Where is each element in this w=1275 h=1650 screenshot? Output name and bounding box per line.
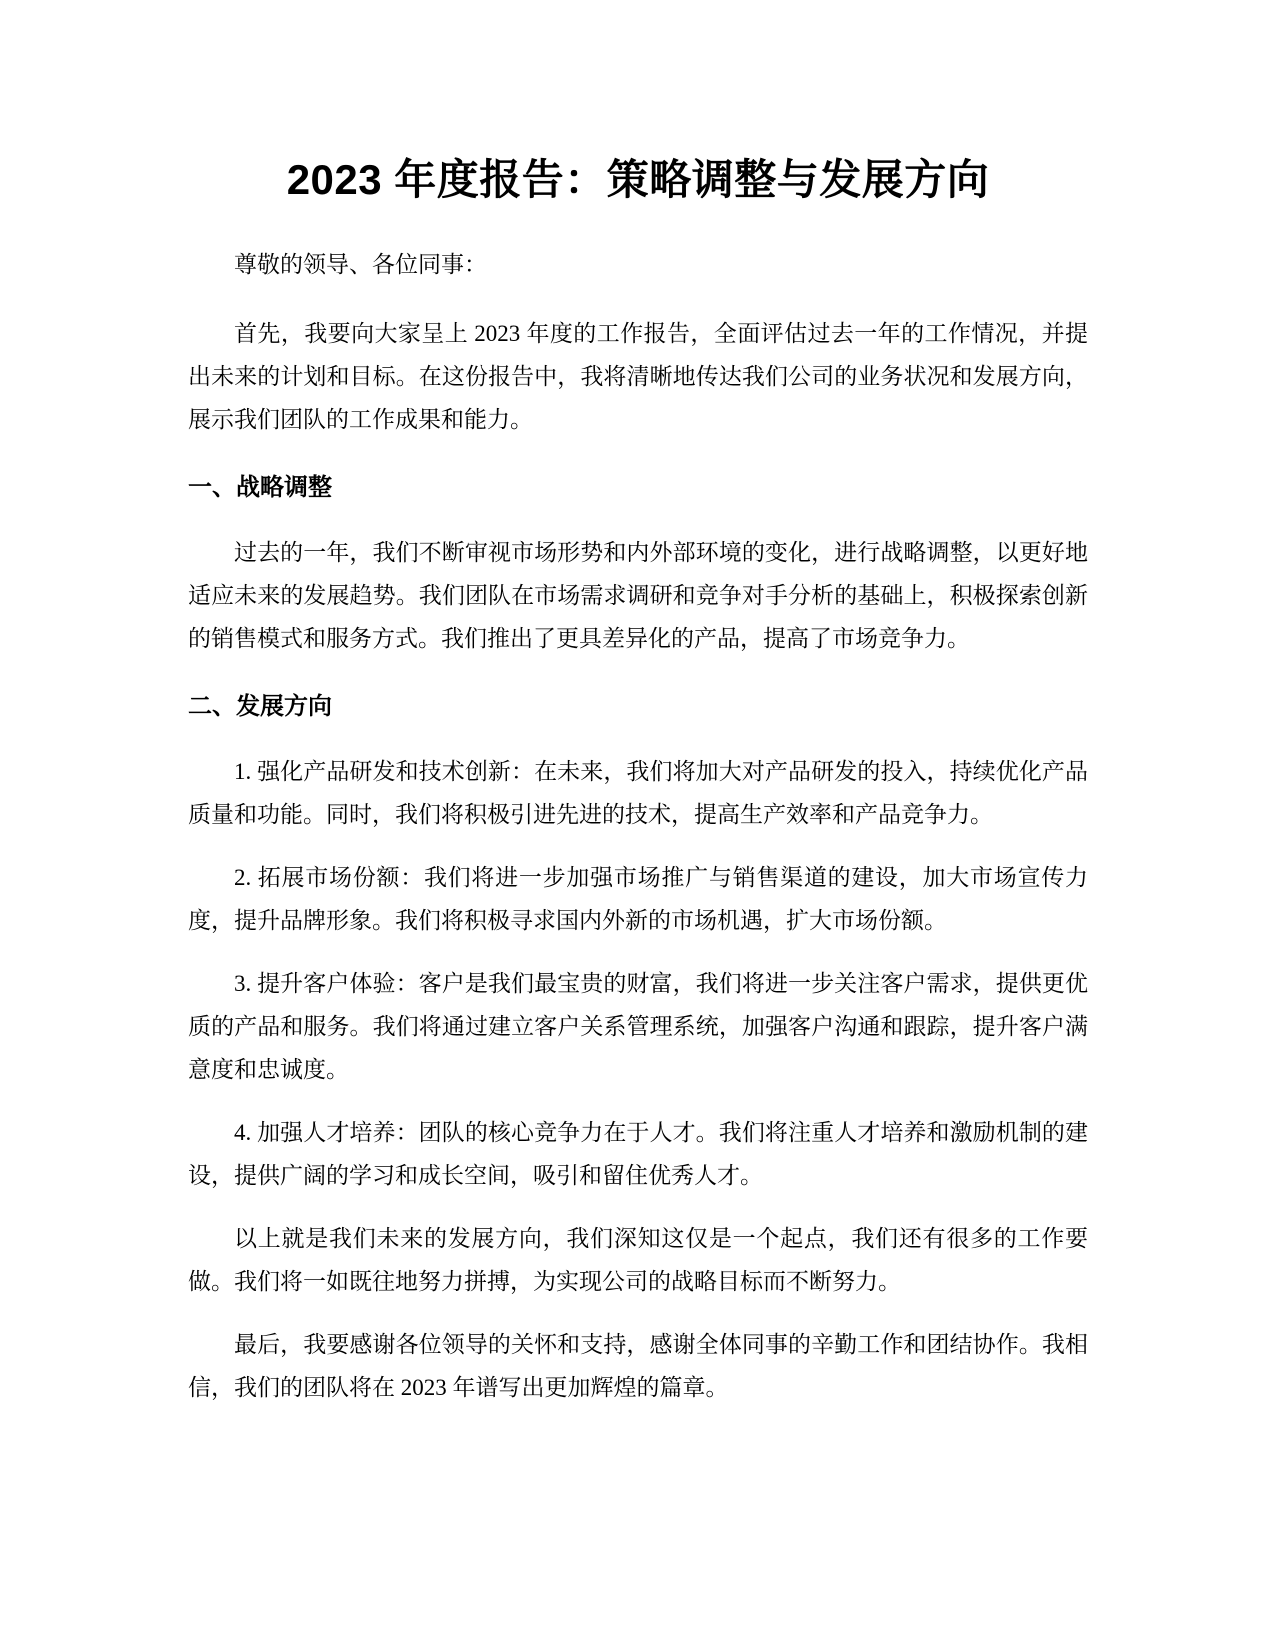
direction-item-market: 2. 拓展市场份额：我们将进一步加强市场推广与销售渠道的建设，加大市场宣传力度，提升品牌形象。我们将积极寻求国内外新的市场机遇，扩大市场份额。 bbox=[188, 865, 1088, 933]
future-paragraph: 以上就是我们未来的发展方向，我们深知这仅是一个起点，我们还有很多的工作要做。我们将一如既往地努力拼搏，为实现公司的战略目标而不断努力。 bbox=[188, 1226, 1088, 1294]
document-title: 2023 年度报告：策略调整与发展方向 bbox=[286, 156, 990, 203]
direction-item-rnd: 1. 强化产品研发和技术创新：在未来，我们将加大对产品研发的投入，持续优化产品质量和功能。同时，我们将积极引进先进的技术，提高生产效率和产品竞争力。 bbox=[188, 759, 1088, 827]
section-heading-direction: 二、发展方向 bbox=[188, 693, 332, 720]
strategy-paragraph: 过去的一年，我们不断审视市场形势和内外部环境的变化，进行战略调整，以更好地适应未来的发展趋势。我们团队在市场需求调研和竞争对手分析的基础上，积极探索创新的销售模式和服务方式。我们推出了更具差异化的产品，提高了市场竞争力。 bbox=[188, 540, 1088, 651]
closing-paragraph: 最后，我要感谢各位领导的关怀和支持，感谢全体同事的辛勤工作和团结协作。我相信，我们的团队将在 2023 年谱写出更加辉煌的篇章。 bbox=[188, 1332, 1088, 1400]
document-body bbox=[188, 148, 1088, 1409]
intro-paragraph: 首先，我要向大家呈上 2023 年度的工作报告，全面评估过去一年的工作情况，并提出未来的计划和目标。在这份报告中，我将清晰地传达我们公司的业务状况和发展方向，展示我们团队的工作成果和能力。 bbox=[188, 321, 1088, 432]
greeting-line: 尊敬的领导、各位同事： bbox=[234, 252, 487, 277]
direction-item-customer: 3. 提升客户体验：客户是我们最宝贵的财富，我们将进一步关注客户需求，提供更优质的产品和服务。我们将通过建立客户关系管理系统，加强客户沟通和跟踪，提升客户满意度和忠诚度。 bbox=[188, 971, 1088, 1082]
section-heading-strategy: 一、战略调整 bbox=[188, 474, 332, 501]
direction-item-talent: 4. 加强人才培养：团队的核心竞争力在于人才。我们将注重人才培养和激励机制的建设，提供广阔的学习和成长空间，吸引和留住优秀人才。 bbox=[188, 1120, 1088, 1188]
